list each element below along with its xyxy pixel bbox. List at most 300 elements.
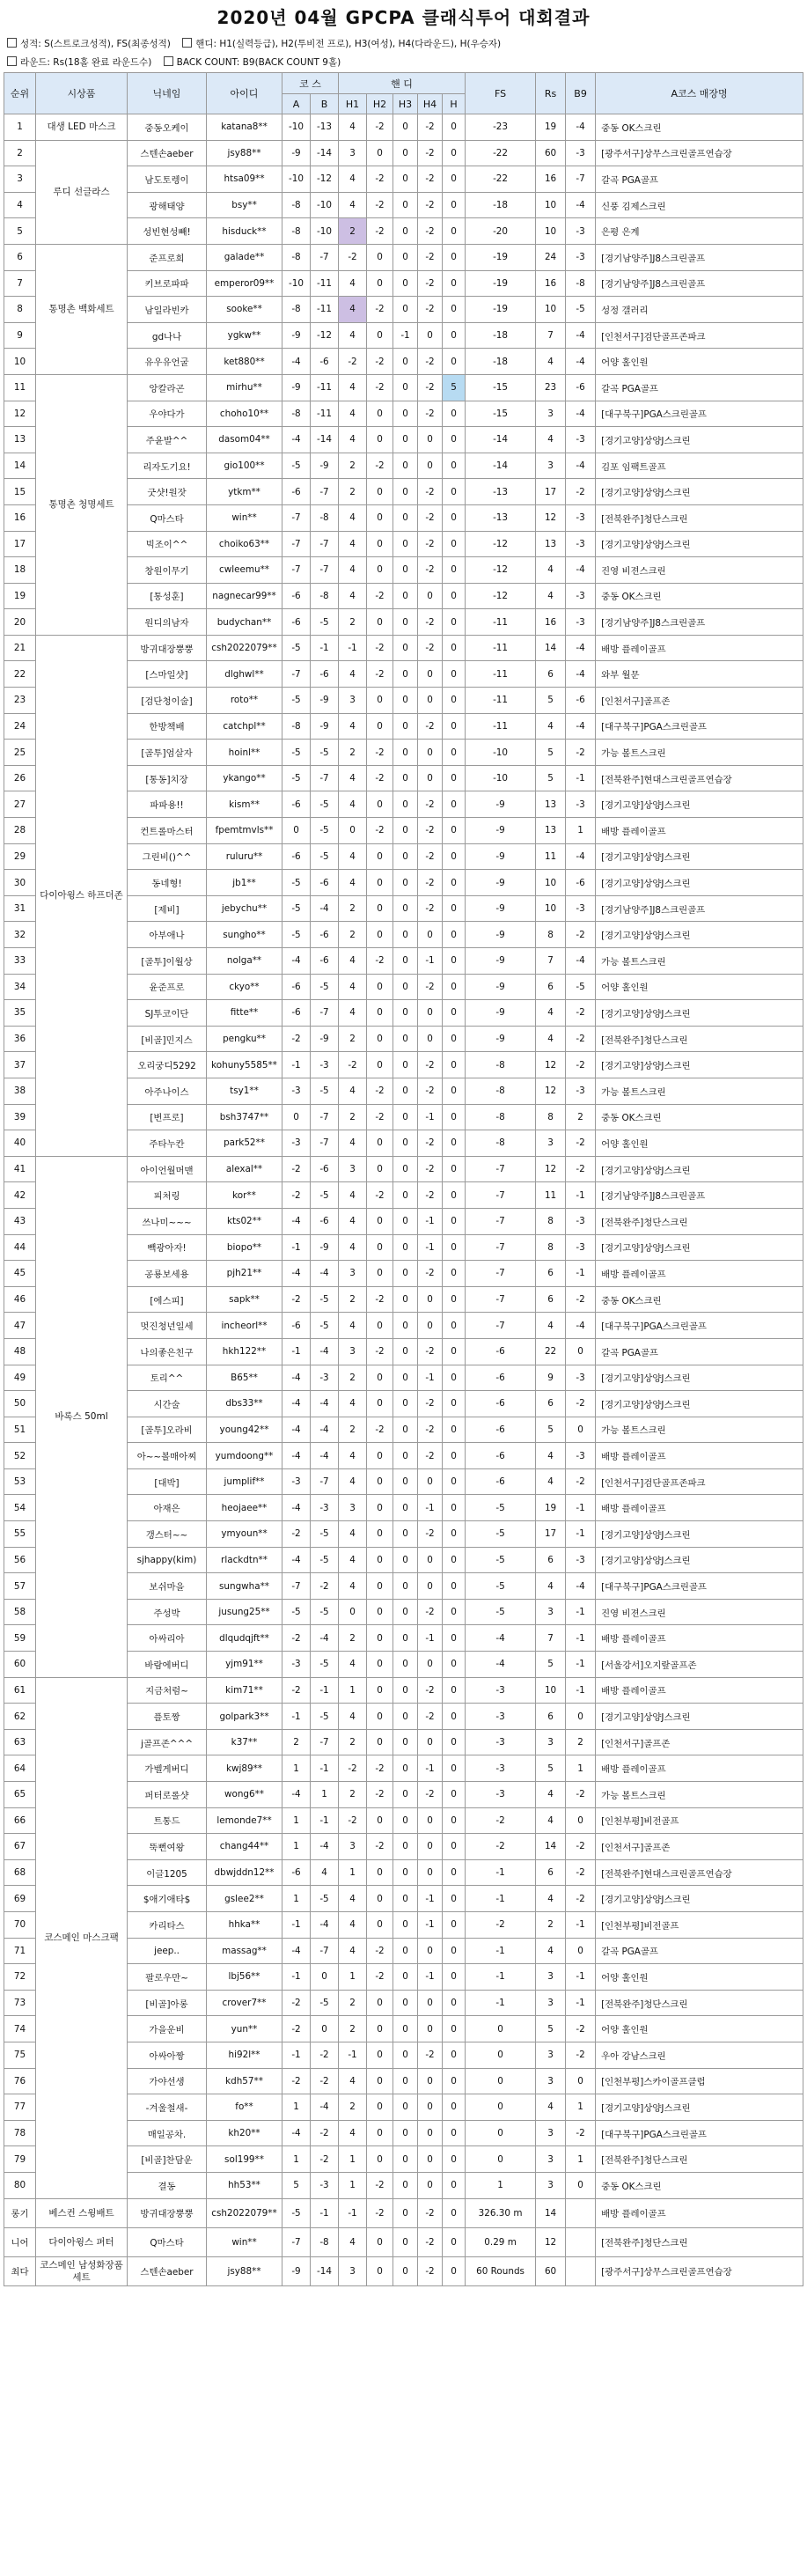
h2-cell: -2 bbox=[367, 948, 393, 975]
h2-cell: 0 bbox=[367, 1704, 393, 1730]
store-cell: 배방 플레이골프 bbox=[596, 1755, 803, 1782]
id-cell: ket880** bbox=[207, 349, 282, 375]
b-score-cell: -5 bbox=[311, 1286, 339, 1313]
h3-cell: 0 bbox=[393, 948, 418, 975]
b9-cell: -3 bbox=[566, 218, 596, 245]
b-score-cell: -8 bbox=[311, 583, 339, 609]
store-cell: [경기고양]상양J스크린 bbox=[596, 791, 803, 818]
a-score-cell: -4 bbox=[282, 1938, 311, 1964]
rank-cell: 50 bbox=[4, 1391, 36, 1417]
h4-cell: -2 bbox=[418, 895, 443, 922]
nickname-cell: 플토짱 bbox=[128, 1704, 207, 1730]
a-score-cell: -6 bbox=[282, 609, 311, 636]
h2-cell: 0 bbox=[367, 244, 393, 270]
b9-cell: -1 bbox=[566, 1964, 596, 1991]
id-cell: young42** bbox=[207, 1417, 282, 1443]
a-score-cell: -9 bbox=[282, 140, 311, 166]
nickname-cell: 방귀대장뿡뿡 bbox=[128, 635, 207, 661]
nickname-cell: 창원이무기 bbox=[128, 557, 207, 584]
legend-line-1 bbox=[7, 35, 807, 54]
rank-cell: 49 bbox=[4, 1365, 36, 1391]
store-cell: 은평 은계 bbox=[596, 218, 803, 245]
h3-cell: 0 bbox=[393, 870, 418, 896]
h4-cell: -1 bbox=[418, 1625, 443, 1652]
h1-cell: 2 bbox=[339, 1286, 367, 1313]
store-cell: 가능 볼트스크린 bbox=[596, 740, 803, 766]
nickname-cell: [변프로] bbox=[128, 1104, 207, 1130]
a-score-cell: -2 bbox=[282, 2016, 311, 2042]
h-cell: 0 bbox=[443, 1130, 466, 1157]
b-score-cell: -10 bbox=[311, 218, 339, 245]
b9-cell: -3 bbox=[566, 504, 596, 531]
id-cell: htsa09** bbox=[207, 166, 282, 193]
b9-cell: -4 bbox=[566, 661, 596, 688]
fs-cell: -22 bbox=[466, 166, 536, 193]
h1-cell: 4 bbox=[339, 1443, 367, 1469]
h3-cell: 0 bbox=[393, 609, 418, 636]
award-h3-cell: 0 bbox=[393, 2198, 418, 2227]
rs-cell: 16 bbox=[536, 270, 566, 297]
nickname-cell: 주성박 bbox=[128, 1599, 207, 1625]
h2-cell: 0 bbox=[367, 1599, 393, 1625]
rs-cell: 7 bbox=[536, 1625, 566, 1652]
id-cell: emperor09** bbox=[207, 270, 282, 297]
rs-cell: 4 bbox=[536, 1313, 566, 1339]
fs-cell: -8 bbox=[466, 1130, 536, 1157]
h3-cell: 0 bbox=[393, 140, 418, 166]
id-cell: mirhu** bbox=[207, 374, 282, 401]
h2-cell: -2 bbox=[367, 1182, 393, 1209]
h2-cell: 0 bbox=[367, 1026, 393, 1052]
h3-cell: 0 bbox=[393, 1859, 418, 1886]
b-score-cell: -5 bbox=[311, 1652, 339, 1678]
h-cell: 0 bbox=[443, 948, 466, 975]
h3-cell: 0 bbox=[393, 1652, 418, 1678]
h1-cell: 3 bbox=[339, 140, 367, 166]
b-score-cell: -11 bbox=[311, 374, 339, 401]
h2-cell: 0 bbox=[367, 1156, 393, 1182]
h2-cell: -2 bbox=[367, 114, 393, 141]
nickname-cell: 가야선생 bbox=[128, 2068, 207, 2094]
rank-cell: 61 bbox=[4, 1677, 36, 1704]
b9-cell: -5 bbox=[566, 297, 596, 323]
h3-cell: 0 bbox=[393, 1599, 418, 1625]
fs-cell: -6 bbox=[466, 1468, 536, 1495]
b-score-cell: -3 bbox=[311, 1365, 339, 1391]
fs-cell: -3 bbox=[466, 1704, 536, 1730]
h1-cell: 4 bbox=[339, 974, 367, 1000]
h4-cell: 0 bbox=[418, 1652, 443, 1678]
h1-cell: 2 bbox=[339, 1729, 367, 1755]
rs-cell: 11 bbox=[536, 843, 566, 870]
b9-cell: -2 bbox=[566, 2016, 596, 2042]
store-cell: 어양 홀인원 bbox=[596, 1964, 803, 1991]
fs-cell: -15 bbox=[466, 401, 536, 427]
h-cell: 0 bbox=[443, 1182, 466, 1209]
rs-cell: 6 bbox=[536, 1704, 566, 1730]
rs-cell: 22 bbox=[536, 1338, 566, 1365]
h-cell: 0 bbox=[443, 818, 466, 844]
fs-cell: -9 bbox=[466, 948, 536, 975]
h3-cell: 0 bbox=[393, 713, 418, 740]
h-cell: 0 bbox=[443, 244, 466, 270]
award-row bbox=[4, 2198, 803, 2227]
h1-cell: 4 bbox=[339, 270, 367, 297]
rank-cell: 52 bbox=[4, 1443, 36, 1469]
fs-cell: -8 bbox=[466, 1104, 536, 1130]
rs-cell: 19 bbox=[536, 114, 566, 141]
id-cell: kim71** bbox=[207, 1677, 282, 1704]
h-cell: 0 bbox=[443, 2146, 466, 2173]
id-cell: nagnecar99** bbox=[207, 583, 282, 609]
h2-cell: -2 bbox=[367, 1078, 393, 1104]
b-score-cell: -2 bbox=[311, 2042, 339, 2068]
b9-cell: -4 bbox=[566, 948, 596, 975]
b9-cell: -8 bbox=[566, 270, 596, 297]
h-cell: 0 bbox=[443, 895, 466, 922]
nickname-cell: [골투]엄살자 bbox=[128, 740, 207, 766]
store-cell: 중동 OK스크린 bbox=[596, 1286, 803, 1313]
a-score-cell: -4 bbox=[282, 1443, 311, 1469]
b9-cell: -1 bbox=[566, 1599, 596, 1625]
h-cell: 0 bbox=[443, 1156, 466, 1182]
a-score-cell: -7 bbox=[282, 504, 311, 531]
h1-cell: 1 bbox=[339, 1677, 367, 1704]
h3-cell: 0 bbox=[393, 922, 418, 948]
nickname-cell: 리자도기요! bbox=[128, 453, 207, 479]
award-h2-cell: 0 bbox=[367, 2227, 393, 2256]
h3-cell: 0 bbox=[393, 1625, 418, 1652]
award-store-cell: [광주서구]상무스크린골프연습장 bbox=[596, 2256, 803, 2285]
rs-cell: 8 bbox=[536, 1208, 566, 1234]
award-h-cell: 0 bbox=[443, 2227, 466, 2256]
rank-cell: 75 bbox=[4, 2042, 36, 2068]
a-score-cell: -2 bbox=[282, 1521, 311, 1548]
id-cell: k37** bbox=[207, 1729, 282, 1755]
id-cell: nolga** bbox=[207, 948, 282, 975]
fs-cell: -9 bbox=[466, 870, 536, 896]
h-cell: 0 bbox=[443, 765, 466, 791]
fs-cell: 1 bbox=[466, 2172, 536, 2198]
h-cell: 0 bbox=[443, 583, 466, 609]
store-cell: [전북완주]청단스크린 bbox=[596, 1208, 803, 1234]
fs-cell: -9 bbox=[466, 922, 536, 948]
store-cell: [인천부평]비전골프 bbox=[596, 1807, 803, 1834]
h1-cell: 2 bbox=[339, 218, 367, 245]
h2-cell: 0 bbox=[367, 843, 393, 870]
b-score-cell: -4 bbox=[311, 2094, 339, 2121]
b9-cell: -4 bbox=[566, 1573, 596, 1600]
id-cell: gslee2** bbox=[207, 1886, 282, 1912]
store-cell: 갈곡 PGA골프 bbox=[596, 1338, 803, 1365]
fs-cell: -10 bbox=[466, 765, 536, 791]
h1-cell: 3 bbox=[339, 1156, 367, 1182]
b-score-cell: -14 bbox=[311, 140, 339, 166]
h2-cell: -2 bbox=[367, 1417, 393, 1443]
h2-cell: -2 bbox=[367, 818, 393, 844]
h4-cell: -1 bbox=[418, 1104, 443, 1130]
b-score-cell: -7 bbox=[311, 557, 339, 584]
a-score-cell: -9 bbox=[282, 374, 311, 401]
id-cell: wong6** bbox=[207, 1782, 282, 1808]
id-cell: sooke** bbox=[207, 297, 282, 323]
h-cell: 0 bbox=[443, 1000, 466, 1027]
b-score-cell: -6 bbox=[311, 1156, 339, 1182]
award-nick-cell: 스텐손aeber bbox=[128, 2256, 207, 2285]
nickname-cell: 컨트롤마스터 bbox=[128, 818, 207, 844]
h-cell: 0 bbox=[443, 740, 466, 766]
h4-cell: -2 bbox=[418, 1443, 443, 1469]
h3-cell: 0 bbox=[393, 1521, 418, 1548]
fs-cell: -14 bbox=[466, 453, 536, 479]
nickname-cell: 굿샷!원잣 bbox=[128, 479, 207, 505]
nickname-cell: 가을운비 bbox=[128, 2016, 207, 2042]
h2-cell: 0 bbox=[367, 1130, 393, 1157]
h2-cell: -2 bbox=[367, 740, 393, 766]
rank-cell: 39 bbox=[4, 1104, 36, 1130]
legend-box bbox=[182, 38, 192, 48]
rank-cell: 43 bbox=[4, 1208, 36, 1234]
rank-cell: 9 bbox=[4, 322, 36, 349]
b-score-cell: -5 bbox=[311, 974, 339, 1000]
header-b9: B9 bbox=[566, 73, 596, 114]
a-score-cell: -3 bbox=[282, 1468, 311, 1495]
store-cell: [인천서구]골프존 bbox=[596, 688, 803, 714]
fs-cell: -6 bbox=[466, 1391, 536, 1417]
id-cell: crover7** bbox=[207, 1990, 282, 2016]
h3-cell: 0 bbox=[393, 1338, 418, 1365]
rank-cell: 7 bbox=[4, 270, 36, 297]
fs-cell: -5 bbox=[466, 1495, 536, 1521]
b9-cell: 0 bbox=[566, 1704, 596, 1730]
h4-cell: -2 bbox=[418, 374, 443, 401]
id-cell: sungho** bbox=[207, 922, 282, 948]
h4-cell: -1 bbox=[418, 1208, 443, 1234]
h1-cell: 4 bbox=[339, 1000, 367, 1027]
a-score-cell: 1 bbox=[282, 1834, 311, 1860]
rank-cell: 65 bbox=[4, 1782, 36, 1808]
fs-cell: 0 bbox=[466, 2016, 536, 2042]
store-cell: [전북완주]청단스크린 bbox=[596, 504, 803, 531]
h3-cell: 0 bbox=[393, 453, 418, 479]
h4-cell: -2 bbox=[418, 1052, 443, 1078]
rs-cell: 3 bbox=[536, 2120, 566, 2146]
fs-cell: 0 bbox=[466, 2094, 536, 2121]
b-score-cell: -9 bbox=[311, 688, 339, 714]
h1-cell: 0 bbox=[339, 818, 367, 844]
h3-cell: 0 bbox=[393, 1729, 418, 1755]
fs-cell: -22 bbox=[466, 140, 536, 166]
h4-cell: -2 bbox=[418, 2042, 443, 2068]
h2-cell: 0 bbox=[367, 2120, 393, 2146]
store-cell: 갈곡 PGA골프 bbox=[596, 166, 803, 193]
fs-cell: -15 bbox=[466, 374, 536, 401]
h2-cell: -2 bbox=[367, 635, 393, 661]
b-score-cell: -9 bbox=[311, 713, 339, 740]
b9-cell: -2 bbox=[566, 1834, 596, 1860]
b-score-cell: -7 bbox=[311, 531, 339, 557]
rs-cell: 4 bbox=[536, 1573, 566, 1600]
store-cell: [경기고양]상양J스크린 bbox=[596, 2094, 803, 2121]
rs-cell: 7 bbox=[536, 322, 566, 349]
header-id: 아이디 bbox=[207, 73, 282, 114]
award-id-cell: csh2022079** bbox=[207, 2198, 282, 2227]
h3-cell: 0 bbox=[393, 688, 418, 714]
store-cell: [전북완주]청단스크린 bbox=[596, 1990, 803, 2016]
rank-cell: 4 bbox=[4, 192, 36, 218]
rs-cell: 6 bbox=[536, 1391, 566, 1417]
h2-cell: 0 bbox=[367, 1677, 393, 1704]
rs-cell: 17 bbox=[536, 479, 566, 505]
a-score-cell: -4 bbox=[282, 427, 311, 453]
h3-cell: 0 bbox=[393, 843, 418, 870]
legend bbox=[0, 35, 807, 72]
a-score-cell: -8 bbox=[282, 218, 311, 245]
a-score-cell: -1 bbox=[282, 1911, 311, 1938]
h3-cell: 0 bbox=[393, 427, 418, 453]
store-cell: 가능 볼트스크린 bbox=[596, 1782, 803, 1808]
h2-cell: -2 bbox=[367, 1286, 393, 1313]
a-score-cell: -4 bbox=[282, 948, 311, 975]
store-cell: [인천부평]비전골프 bbox=[596, 1911, 803, 1938]
fs-cell: -1 bbox=[466, 1964, 536, 1991]
h2-cell: 0 bbox=[367, 1729, 393, 1755]
b-score-cell: -5 bbox=[311, 609, 339, 636]
header-fs: FS bbox=[466, 73, 536, 114]
h-cell: 0 bbox=[443, 1729, 466, 1755]
a-score-cell: -1 bbox=[282, 1052, 311, 1078]
nickname-cell: 아~~볼매아찌 bbox=[128, 1443, 207, 1469]
rank-cell: 72 bbox=[4, 1964, 36, 1991]
h2-cell: -2 bbox=[367, 218, 393, 245]
a-score-cell: 0 bbox=[282, 1104, 311, 1130]
award-label-cell: 최다 bbox=[4, 2256, 36, 2285]
fs-cell: -9 bbox=[466, 974, 536, 1000]
rs-cell: 4 bbox=[536, 1886, 566, 1912]
rs-cell: 7 bbox=[536, 948, 566, 975]
rs-cell: 16 bbox=[536, 166, 566, 193]
h3-cell: 0 bbox=[393, 661, 418, 688]
rs-cell: 10 bbox=[536, 870, 566, 896]
b-score-cell: -5 bbox=[311, 791, 339, 818]
h-cell: 0 bbox=[443, 1495, 466, 1521]
fs-cell: -18 bbox=[466, 192, 536, 218]
h2-cell: -2 bbox=[367, 349, 393, 375]
id-cell: hkh122** bbox=[207, 1338, 282, 1365]
rank-cell: 24 bbox=[4, 713, 36, 740]
fs-cell: -6 bbox=[466, 1443, 536, 1469]
store-cell: [전북완주]현대스크린골프연습장 bbox=[596, 1859, 803, 1886]
h1-cell: 4 bbox=[339, 1234, 367, 1261]
fs-cell: -5 bbox=[466, 1573, 536, 1600]
nickname-cell: 퍼터로롤샷 bbox=[128, 1782, 207, 1808]
h-cell: 0 bbox=[443, 1338, 466, 1365]
rank-cell: 14 bbox=[4, 453, 36, 479]
rank-cell: 21 bbox=[4, 635, 36, 661]
h3-cell: 0 bbox=[393, 270, 418, 297]
h1-cell: 4 bbox=[339, 1573, 367, 1600]
legend-box bbox=[7, 38, 17, 48]
h-cell: 0 bbox=[443, 297, 466, 323]
nickname-cell: 빅조이^^ bbox=[128, 531, 207, 557]
h1-cell: 4 bbox=[339, 2120, 367, 2146]
h3-cell: 0 bbox=[393, 2120, 418, 2146]
b-score-cell: -5 bbox=[311, 1704, 339, 1730]
b-score-cell: -4 bbox=[311, 1261, 339, 1287]
h1-cell: 3 bbox=[339, 1495, 367, 1521]
rs-cell: 8 bbox=[536, 922, 566, 948]
store-cell: [인천서구]검단골프존파크 bbox=[596, 1468, 803, 1495]
b9-cell: -1 bbox=[566, 1677, 596, 1704]
rs-cell: 2 bbox=[536, 1911, 566, 1938]
rs-cell: 3 bbox=[536, 1964, 566, 1991]
id-cell: jusung25** bbox=[207, 1599, 282, 1625]
nickname-cell: [골투]이월상 bbox=[128, 948, 207, 975]
table-row bbox=[4, 635, 803, 661]
fs-cell: -3 bbox=[466, 1729, 536, 1755]
h4-cell: 0 bbox=[418, 1468, 443, 1495]
store-cell: [경기고양]상양J스크린 bbox=[596, 427, 803, 453]
fs-cell: -9 bbox=[466, 1026, 536, 1052]
b9-cell: -1 bbox=[566, 1495, 596, 1521]
store-cell: [경기고양]상양J스크린 bbox=[596, 1000, 803, 1027]
a-score-cell: -8 bbox=[282, 297, 311, 323]
h1-cell: 4 bbox=[339, 1130, 367, 1157]
h1-cell: 2 bbox=[339, 895, 367, 922]
rs-cell: 4 bbox=[536, 713, 566, 740]
store-cell: [경기고양]상양J스크린 bbox=[596, 1391, 803, 1417]
b-score-cell: -2 bbox=[311, 2120, 339, 2146]
h3-cell: 0 bbox=[393, 895, 418, 922]
fs-cell: -7 bbox=[466, 1313, 536, 1339]
nickname-cell: 동네형! bbox=[128, 870, 207, 896]
rs-cell: 5 bbox=[536, 1652, 566, 1678]
h-cell: 0 bbox=[443, 114, 466, 141]
nickname-cell: 빽광아자! bbox=[128, 1234, 207, 1261]
h4-cell: -2 bbox=[418, 1782, 443, 1808]
h4-cell: -1 bbox=[418, 1755, 443, 1782]
header-h2: H2 bbox=[367, 94, 393, 114]
rank-cell: 11 bbox=[4, 374, 36, 401]
b-score-cell: -5 bbox=[311, 1313, 339, 1339]
h4-cell: -2 bbox=[418, 218, 443, 245]
h2-cell: 0 bbox=[367, 870, 393, 896]
b9-cell: 1 bbox=[566, 2094, 596, 2121]
h1-cell: 2 bbox=[339, 1417, 367, 1443]
rs-cell: 3 bbox=[536, 2146, 566, 2173]
h1-cell: 4 bbox=[339, 557, 367, 584]
rs-cell: 3 bbox=[536, 1990, 566, 2016]
h3-cell: 0 bbox=[393, 1755, 418, 1782]
fs-cell: 0 bbox=[466, 2120, 536, 2146]
rank-cell: 53 bbox=[4, 1468, 36, 1495]
h-cell: 0 bbox=[443, 1782, 466, 1808]
nickname-cell: gd나나 bbox=[128, 322, 207, 349]
award-row bbox=[4, 2227, 803, 2256]
h1-cell: 4 bbox=[339, 1547, 367, 1573]
id-cell: yumdoong** bbox=[207, 1443, 282, 1469]
fs-cell: -13 bbox=[466, 479, 536, 505]
a-score-cell: 5 bbox=[282, 2172, 311, 2198]
rs-cell: 3 bbox=[536, 2042, 566, 2068]
a-score-cell: -4 bbox=[282, 1365, 311, 1391]
b9-cell: -2 bbox=[566, 2120, 596, 2146]
nickname-cell: [골투]오라비 bbox=[128, 1417, 207, 1443]
h2-cell: 0 bbox=[367, 140, 393, 166]
h-cell: 5 bbox=[443, 374, 466, 401]
h1-cell: -2 bbox=[339, 1807, 367, 1834]
b9-cell: -3 bbox=[566, 531, 596, 557]
